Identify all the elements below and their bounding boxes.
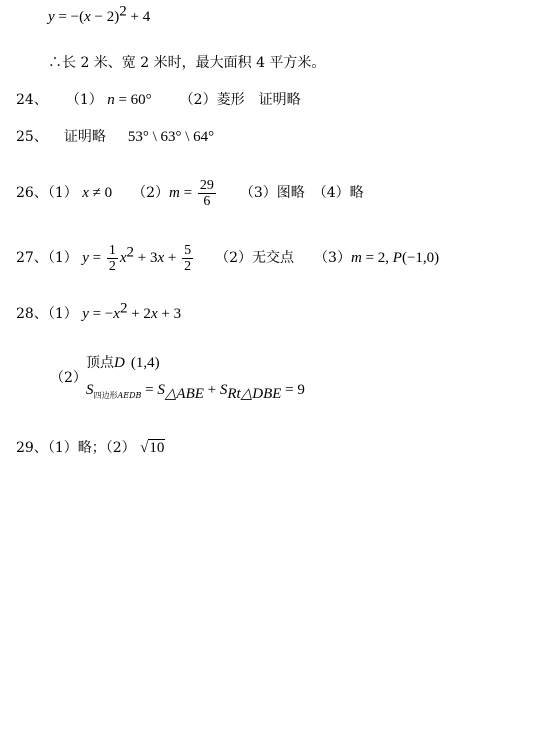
- sqrt-10: √10: [140, 440, 165, 456]
- vertex-line: 顶点D (1,4): [86, 355, 160, 371]
- question-number: 29、: [16, 440, 48, 456]
- parts-text: （1）略；（2）: [47, 440, 136, 456]
- part-2-text: （2）菱形: [179, 92, 245, 108]
- part-2-label: （2）: [132, 185, 170, 201]
- angles-text: 53° \ 63° \ 64°: [127, 129, 215, 145]
- question-number: 27、: [16, 250, 48, 266]
- question-number: 26、: [16, 185, 48, 201]
- answer-28: 28、（1） $y = -x^2 + 2x + 3$: [16, 300, 182, 322]
- part-1-label: （1）: [47, 185, 78, 201]
- part-1-label: （1）: [47, 250, 78, 266]
- fraction-29-6: $\frac{29}{6}$: [199, 177, 214, 209]
- formula-parabola: $y = -(x - 2)^2 + 4$: [48, 3, 151, 25]
- proof-text: 证明略: [63, 129, 106, 145]
- question-number: 24、: [16, 92, 48, 108]
- part-2-extra: 证明略: [258, 92, 301, 108]
- answer-26: 26、（1） x ≠ 0 （2）m = $\frac{29}{6}$ （3）图略 （4）略: [16, 177, 364, 209]
- answer-27: 27、（1） y = $\frac{1}{2}$ $x^2 + 3x$ + $\frac{5}{2}$ （2）无交点 （3）m = 2, P(−1,0): [16, 242, 440, 274]
- part-4-text: （4）略: [312, 185, 364, 201]
- part-1-label: （1）: [47, 306, 78, 322]
- answer-29: [16, 439, 165, 457]
- answer-25: [16, 128, 214, 146]
- area-formula: $S_{四边形AEDB} = S_{\triangle ABE} + S_{Rt\triangle DBE} = 9$: [86, 382, 305, 402]
- question-number: 25、: [16, 129, 48, 145]
- question-number: 28、: [16, 306, 48, 322]
- answer-28-part-2-label: （2）: [50, 370, 87, 386]
- answer-24: 24、 （1） n = 60° （2）菱形 证明略: [16, 92, 301, 108]
- part-1-expr: n: [107, 92, 115, 108]
- part-2-text: （2）无交点: [215, 250, 295, 266]
- part-3-text: （3）图略: [239, 185, 305, 201]
- part-3-label: （3）: [314, 250, 351, 266]
- conclusion-text: ∴长 2 米、宽 2 米时，最大面积 4 平方米。: [48, 55, 326, 71]
- part-1-label: （1）: [65, 92, 103, 108]
